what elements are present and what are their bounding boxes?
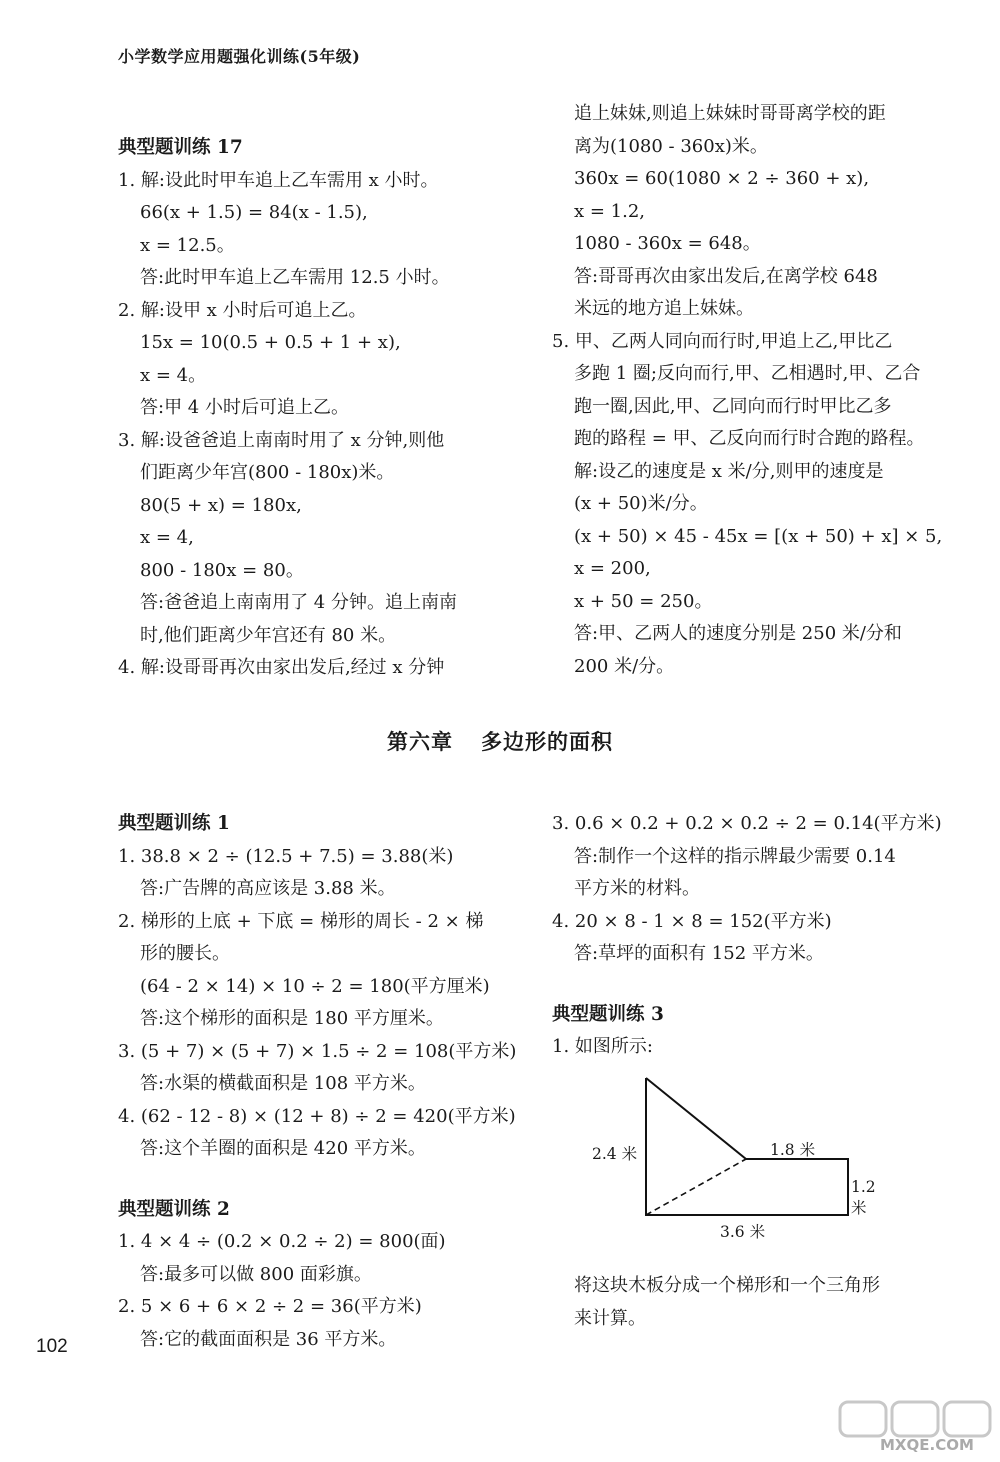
bottom-edge-label: 3.6 米 bbox=[720, 1223, 766, 1241]
answer-line: 米远的地方追上妹妹。 bbox=[574, 298, 754, 319]
answer-line: 形的腰长。 bbox=[140, 943, 230, 964]
answer-line: 3. (5 + 7) × (5 + 7) × 1.5 ÷ 2 = 108(平方米) bbox=[118, 1040, 517, 1062]
answer-line: 1. 如图所示: bbox=[552, 1036, 653, 1057]
answer-line: 答:爸爸追上南南用了 4 分钟。追上南南 bbox=[140, 592, 457, 613]
answer-line: 们距离少年宫(800 - 180x)米。 bbox=[140, 462, 395, 483]
answer-line: 3. 解:设爸爸追上南南时用了 x 分钟,则他 bbox=[118, 429, 445, 451]
answer-line: (x + 50) × 45 - 45x = [(x + 50) + x] × 5, bbox=[574, 525, 943, 547]
answer-line: 1. 解:设此时甲车追上乙车需用 x 小时。 bbox=[118, 169, 439, 191]
answer-line: 3. 0.6 × 0.2 + 0.2 × 0.2 ÷ 2 = 0.14(平方米) bbox=[552, 813, 942, 834]
answer-line: 时,他们距离少年宫还有 80 米。 bbox=[140, 624, 397, 646]
answer-line: 多跑 1 圈;反向而行,甲、乙相遇时,甲、乙合 bbox=[574, 363, 921, 384]
answer-line bbox=[118, 1166, 538, 1194]
answer-line: 答:草坪的面积有 152 平方米。 bbox=[574, 943, 824, 964]
answer-line: 答:哥哥再次由家出发后,在离学校 648 bbox=[574, 265, 878, 287]
answer-line: 跑的路程 = 甲、乙反向而行时合跑的路程。 bbox=[574, 428, 925, 449]
answer-line: 来计算。 bbox=[574, 1307, 646, 1329]
watermark-text: MXQE.COM bbox=[880, 1436, 974, 1454]
answer-line: 2. 梯形的上底 + 下底 = 梯形的周长 - 2 × 梯 bbox=[118, 910, 484, 932]
answer-line: x = 4, bbox=[140, 527, 194, 548]
answer-line: 追上妹妹,则追上妹妹时哥哥离学校的距 bbox=[574, 103, 886, 124]
answer-line: x + 50 = 250。 bbox=[574, 590, 713, 612]
answer-line: x = 4。 bbox=[140, 364, 207, 386]
answers-column-top-right bbox=[552, 98, 972, 683]
board-shape-figure bbox=[560, 1070, 880, 1254]
answer-line: 平方米的材料。 bbox=[574, 878, 700, 899]
left-side-label: 2.4 米 bbox=[592, 1145, 638, 1163]
answer-line: 5. 甲、乙两人同向而行时,甲追上乙,甲比乙 bbox=[552, 330, 893, 352]
answer-line: 答:制作一个这样的指示牌最少需要 0.14 bbox=[574, 845, 896, 867]
chapter-heading bbox=[0, 726, 1000, 756]
answer-line: 1. 4 × 4 ÷ (0.2 × 0.2 ÷ 2) = 800(面) bbox=[118, 1231, 446, 1252]
answer-line: 4. (62 - 12 - 8) × (12 + 8) ÷ 2 = 420(平方米) bbox=[118, 1105, 516, 1127]
answer-line: 答:最多可以做 800 面彩旗。 bbox=[140, 1263, 372, 1285]
answer-line: 1080 - 360x = 648。 bbox=[574, 233, 761, 254]
top-edge-label: 1.8 米 bbox=[770, 1141, 816, 1159]
section-heading: 典型题训练 17 bbox=[118, 137, 243, 158]
answer-line: 800 - 180x = 80。 bbox=[140, 559, 304, 581]
answer-line: 解:设乙的速度是 x 米/分,则甲的速度是 bbox=[574, 460, 884, 482]
answer-line: 4. 解:设哥哥再次由家出发后,经过 x 分钟 bbox=[118, 657, 445, 678]
answer-line: 答:水渠的横截面积是 108 平方米。 bbox=[140, 1073, 426, 1094]
book-header-title: 小学数学应用题强化训练(5年级) bbox=[118, 47, 361, 66]
answer-line: 360x = 60(1080 × 2 ÷ 360 + x), bbox=[574, 168, 870, 189]
answer-line: x = 12.5。 bbox=[140, 234, 235, 256]
page-number: 102 bbox=[36, 1336, 68, 1357]
answer-line: 2. 解:设甲 x 小时后可追上乙。 bbox=[118, 299, 367, 321]
section-heading: 典型题训练 2 bbox=[118, 1198, 230, 1220]
answers-column-top-left bbox=[118, 132, 538, 685]
answer-line: (x + 50)米/分。 bbox=[574, 493, 708, 514]
answer-line: 离为(1080 - 360x)米。 bbox=[574, 135, 768, 157]
answers-column-bottom-left bbox=[118, 808, 538, 1356]
answer-line: 4. 20 × 8 - 1 × 8 = 152(平方米) bbox=[552, 910, 832, 932]
section-heading: 典型题训练 3 bbox=[552, 1003, 664, 1025]
answer-line: 答:广告牌的高应该是 3.88 米。 bbox=[140, 878, 396, 899]
answer-line: 答:这个梯形的面积是 180 平方厘米。 bbox=[140, 1008, 444, 1029]
answer-line: 80(5 + x) = 180x, bbox=[140, 494, 302, 516]
answer-line bbox=[552, 971, 972, 999]
answer-line: x = 1.2, bbox=[574, 200, 646, 222]
answer-line: x = 200, bbox=[574, 558, 651, 579]
answer-line: 答:甲、乙两人的速度分别是 250 米/分和 bbox=[574, 623, 902, 644]
answer-line: 跑一圈,因此,甲、乙同向而行时甲比乙多 bbox=[574, 395, 892, 417]
answers-column-bottom-right bbox=[552, 808, 972, 1064]
answer-line: 答:这个羊圈的面积是 420 平方米。 bbox=[140, 1138, 426, 1159]
answer-line: 将这块木板分成一个梯形和一个三角形 bbox=[574, 1275, 880, 1296]
dividing-dashed-line bbox=[646, 1159, 746, 1215]
answer-line: 答:此时甲车追上乙车需用 12.5 小时。 bbox=[140, 267, 450, 288]
answer-line: (64 - 2 × 14) × 10 ÷ 2 = 180(平方厘米) bbox=[140, 975, 490, 997]
right-side-label: 1.2 米 bbox=[851, 1178, 876, 1217]
answer-line: 66(x + 1.5) = 84(x - 1.5), bbox=[140, 202, 368, 223]
board-outline bbox=[646, 1078, 848, 1215]
answer-line: 15x = 10(0.5 + 0.5 + 1 + x), bbox=[140, 332, 401, 353]
answer-line: 200 米/分。 bbox=[574, 655, 675, 677]
answer-line: 1. 38.8 × 2 ÷ (12.5 + 7.5) = 3.88(米) bbox=[118, 845, 454, 867]
chapter-number: 第六章 bbox=[387, 730, 453, 754]
answer-line: 答:它的截面面积是 36 平方米。 bbox=[140, 1328, 397, 1350]
answers-column-bottom-right-end bbox=[552, 1270, 972, 1335]
section-heading: 典型题训练 1 bbox=[118, 813, 230, 834]
answer-line: 2. 5 × 6 + 6 × 2 ÷ 2 = 36(平方米) bbox=[118, 1296, 422, 1317]
answer-line: 答:甲 4 小时后可追上乙。 bbox=[140, 397, 349, 418]
chapter-title: 多边形的面积 bbox=[481, 730, 613, 754]
